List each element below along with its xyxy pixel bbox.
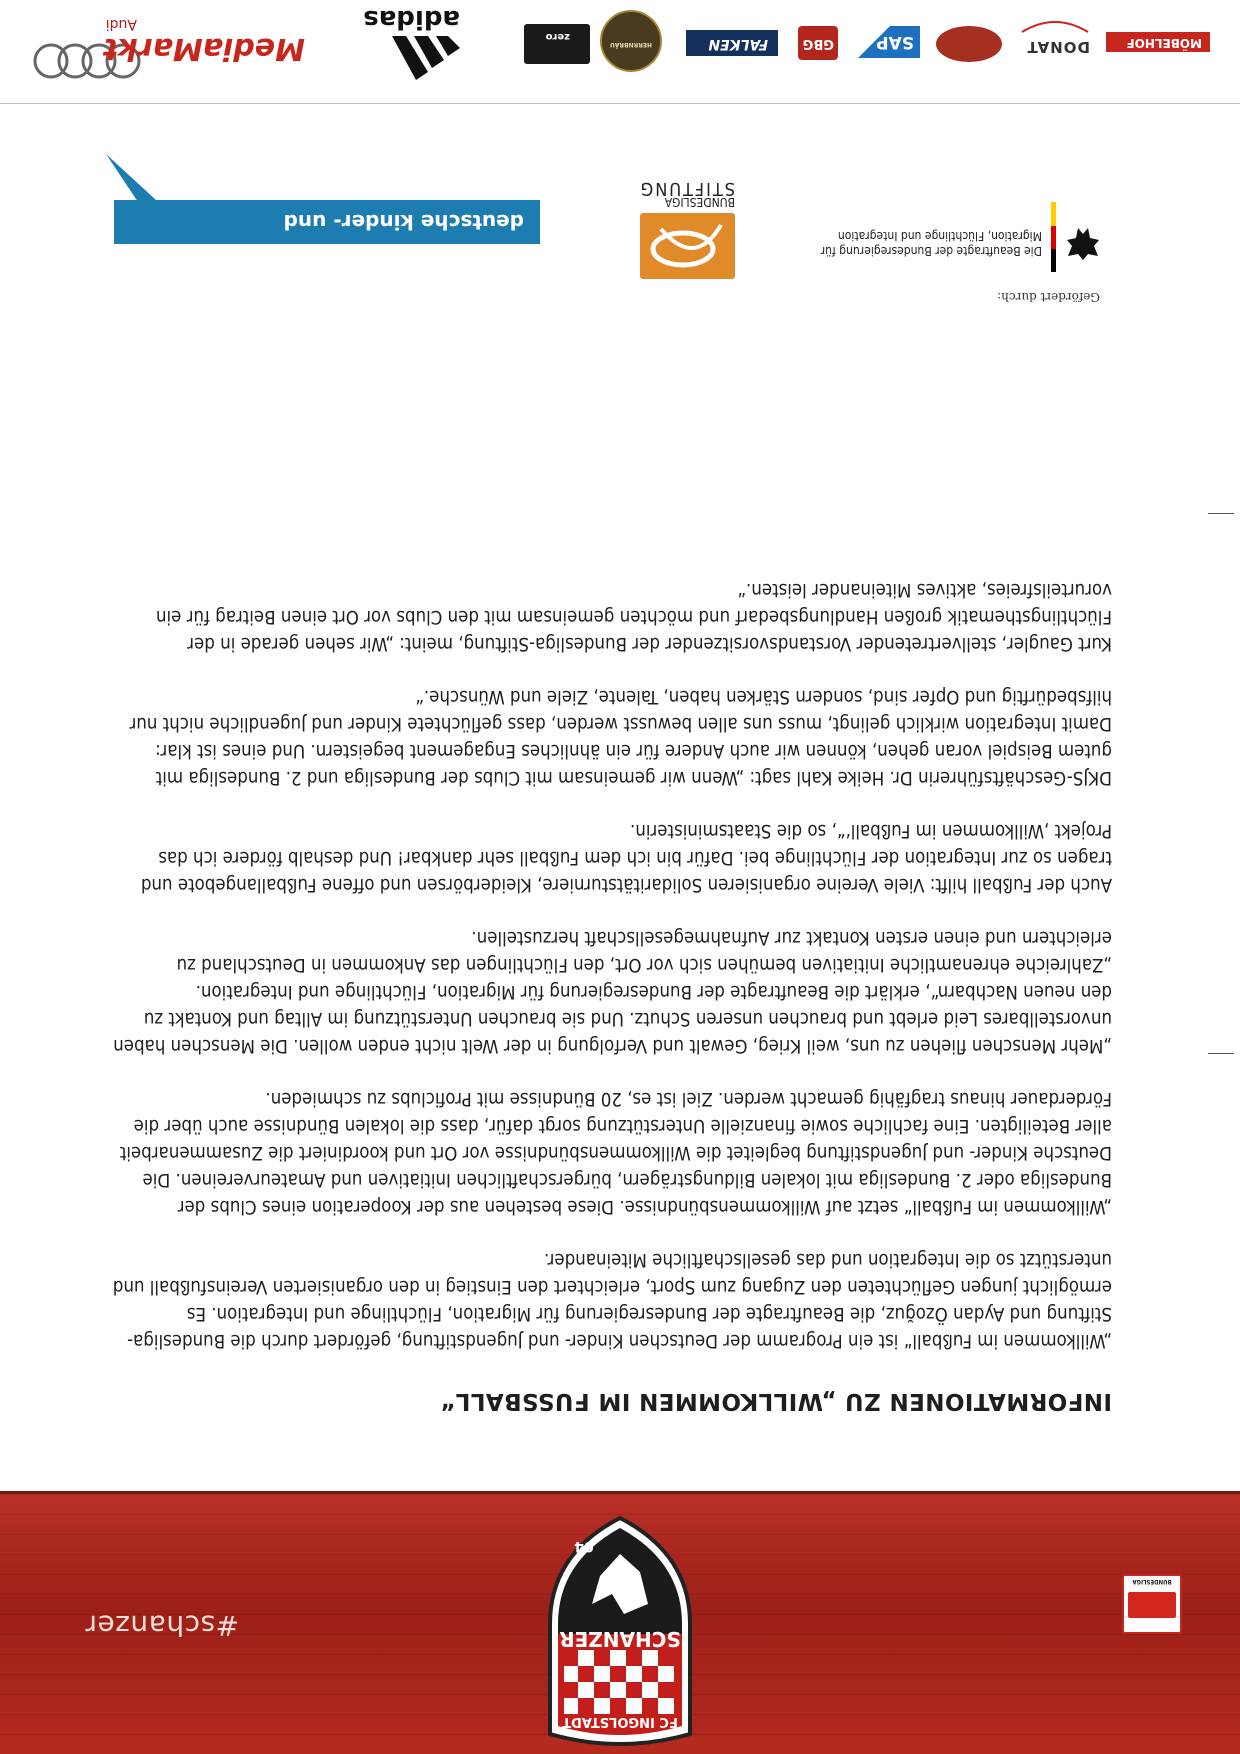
article-paragraph: Kurt Gaugler, stellvertretender Vorstandsvorsitzender der Bundesliga-Stiftung, meint: „Wir sehen gerade in der Flüchtlingsthematik großen Handlungsbedarf und möchten gemeinsam mit den Clubs vor Ort einen Beitrag für ein vorurteilsfreies, aktives Miteinander leisten.“ (155, 579, 1112, 654)
bundesliga-stiftung-icon (640, 213, 735, 279)
sap-label: SAP (876, 32, 914, 52)
herrnbraeu-logo (600, 10, 662, 72)
supported-by-label: Gefördert durch: (997, 290, 1100, 304)
sponsor-strip (0, 0, 1240, 92)
bundesliga-logo (1122, 1574, 1182, 1634)
hashtag: #schanzer (85, 1609, 240, 1642)
dkjs-arrow-icon (106, 154, 226, 244)
fold-mark (1208, 1053, 1234, 1054)
article-paragraph: Auch der Fußball hilft: Viele Vereine organisieren Solidaritätsturniere, Kleiderbörsen und offene Fußballangebote und tragen so zur Integration der Flüchtlinge bei. Dafür bin ich dem Fußball sehr dankbar! Und deshalb fördere ich das Projekt ‚Willkommen im Fußball‘“, so die Staatsministerin. (140, 820, 1112, 895)
article-paragraph: DKJS-Geschäftsführerin Dr. Heike Kahl sagt: „Wenn wir gemeinsam mit Clubs der Bundesliga und 2. Bundesliga mit gutem Beispiel voran gehen, können wir auch Andere für ein ähnliches Engagement begeistern. Und eines ist klar: Damit Integration wirklich gelingt, muss uns allen bewusst werden, dass geflüchtete Kinder und Jugendliche nicht nur hilfsbedürftig und Opfer sind, sondern Stärken haben, Talente, Ziele und Wünsche.“ (129, 686, 1112, 788)
falken-logo (686, 30, 778, 56)
sponsor-divider (0, 103, 1240, 104)
bundesliga-stiftung-text (638, 178, 735, 209)
donat-logo (1014, 14, 1094, 70)
article-paragraph: „Willkommen im Fußball“ setzt auf Willkommensbündnisse. Diese bestehen aus der Kooperation eines Clubs der Bundesliga oder 2. Bundesliga mit lokalen Bildungsträgern, bürgerschaftlichen Initiativen und Amateurvereinen. Die Deutsche Kinder- und Jugendstiftung begleitet die Willkommensbündnisse vor Ort und koordiniert die Zusammenarbeit aller Beteiligten. Eine fachliche sowie finanzielle Unterstützung sorgt dafür, dass die lokalen Bündnisse auch über die Förderdauer hinaus tragfähig gemacht werden. Ziel ist es, 20 Bündnisse mit Proficlubs zu schmieden. (119, 1088, 1112, 1217)
bundesliga-stiftung-line2: STIFTUNG (638, 178, 735, 199)
zero-label: zero (545, 31, 570, 42)
audi-label: Audi (105, 16, 137, 32)
bundesliga-stiftung-logo (595, 169, 735, 279)
bundesliga-logo-label: BUNDESLIGA (1132, 1578, 1172, 1585)
adidas-label: adidas (363, 4, 460, 34)
crest-middle-label: SCHANZER (559, 1627, 681, 1651)
adidas-stripes-icon (360, 36, 470, 86)
gbg-logo (798, 26, 838, 60)
regional-sponsor-logo (936, 26, 1002, 62)
german-flag-stripes (1051, 202, 1056, 272)
fold-mark (1208, 513, 1234, 514)
donat-swoosh-icon (1020, 16, 1090, 36)
club-header-band (0, 1491, 1240, 1754)
sap-logo (858, 26, 920, 58)
article-heading: INFORMATIONEN ZU „WILLKOMMEN IM FUSSBALL“ (439, 1388, 1112, 1414)
bundesliga-player-icon (1128, 1592, 1176, 1618)
federal-commissioner-text: Die Beauftragte der Bundesregierung für Migration, Flüchtlinge und Integration (820, 229, 1042, 258)
adidas-logo (360, 0, 470, 86)
article-paragraph: „Mehr Menschen fliehen zu uns, weil Krieg, Gewalt und Verfolgung in der Welt nicht enden wollen. Die Menschen haben unvorstellbares Leid erlebt und brauchen unseren Schutz. Und sie brauchen Unterstützung im Alltag und Kontakt zu den neuen Nachbarn“, erklärt die Beauftragte der Bundesregierung für Migration, Flüchtlinge und Integration. „Zahlreiche ehrenamtliche Initiativen bemühen sich vor Ort, den Flüchtlingen das Ankommen in Deutschland zu erleichtern und einen ersten Kontakt zur Aufnahmegesellschaft herzustellen. (113, 927, 1112, 1056)
mediamarkt-logo: MediaMarkt (103, 31, 305, 66)
gbg-label: GBG (802, 36, 834, 51)
article-paragraph: „Willkommen im Fußball“ ist ein Programm der Deutschen Kinder- und Jugendstiftung, gefördert durch die Bundesliga-Stiftung und Aydan Özoğuz, die Beauftragte der Bundesregierung für Migration, Flüchtlinge und Integration. Es ermöglicht jungen Geflüchteten den Zugang zum Sport, erleichtert den Einstieg in den organisierten Vereinsfußball und unterstützt so die Integration und das gesellschaftliche Miteinander. (112, 1249, 1112, 1351)
moebelhof-logo (1106, 32, 1210, 52)
bundesliga-stiftung-line1: BUNDESLIGA (664, 195, 735, 209)
dkjs-label: deutsche kinder- und jugendstiftung (114, 200, 540, 244)
crest-top-label: FC INGOLSTADT (562, 1714, 678, 1729)
coca-cola-zero-logo (524, 24, 590, 64)
federal-commissioner-logo (770, 202, 1100, 272)
herrnbraeu-label: HERRNBRÄU (610, 41, 652, 48)
federal-eagle-icon (1066, 224, 1100, 262)
crest-number: 04 (574, 1538, 594, 1554)
article (112, 550, 1112, 1414)
falken-label: FALKEN (708, 36, 768, 52)
donat-label: DONAT (1026, 38, 1090, 56)
dkjs-logo (60, 144, 540, 244)
fc-ingolstadt-crest (530, 1514, 710, 1754)
moebelhof-label: MÖBELHOF (1126, 36, 1202, 50)
